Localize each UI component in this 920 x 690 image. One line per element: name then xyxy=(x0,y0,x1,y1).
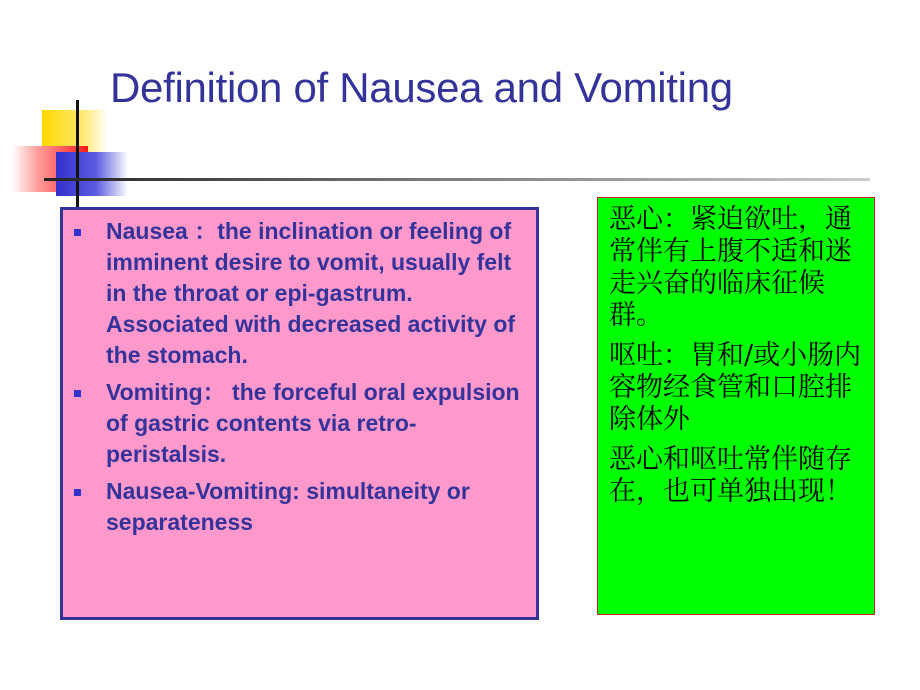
chinese-definition-box xyxy=(597,197,875,615)
zh-paragraph-combined: 恶心和呕吐常伴随存在，也可单独出现！ xyxy=(609,444,852,507)
decor-blue-square xyxy=(56,152,128,196)
title-divider-line xyxy=(44,178,870,181)
bullet-nausea-vomiting xyxy=(63,476,526,538)
bullet-nausea xyxy=(63,216,526,371)
square-bullet-icon xyxy=(74,229,81,236)
definition-bullet-list xyxy=(63,210,536,538)
slide-title: Definition of Nausea and Vomiting xyxy=(110,64,733,111)
square-bullet-icon xyxy=(74,390,81,397)
zh-paragraph-vomiting: 呕吐：胃和/或小肠内容物经食管和口腔排除体外 xyxy=(609,340,862,435)
decor-vertical-line xyxy=(76,100,79,212)
bullet-text: Nausea-Vomiting: simultaneity or separateness xyxy=(106,478,470,535)
bullet-text: Nausea ：the inclination or feeling of imminent desire to vomit, usually felt in the throat or epi-gastrum. Associated with decreased activity of the stomach. xyxy=(106,218,516,368)
bullet-text: Vomiting： the forceful oral expulsion of gastric contents via retro-peristalsis. xyxy=(106,379,520,467)
english-definition-box xyxy=(60,207,539,620)
square-bullet-icon xyxy=(74,489,81,496)
zh-paragraph-nausea: 恶心：紧迫欲吐，通常伴有上腹不适和迷走兴奋的临床征候群。 xyxy=(609,204,852,331)
bullet-vomiting xyxy=(63,377,526,470)
